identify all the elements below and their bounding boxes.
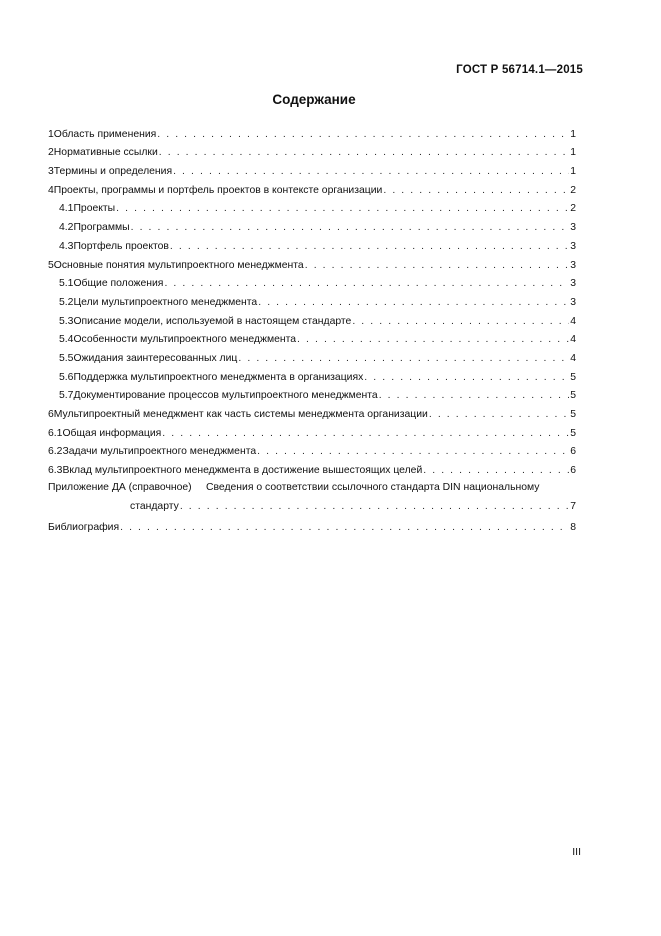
- toc-entry-title: Нормативные ссылки: [53, 147, 158, 159]
- toc-entry-number: 4.3: [59, 240, 74, 252]
- toc-entry-number: 5.7: [59, 390, 74, 402]
- toc-dot-leader: [383, 184, 569, 197]
- toc-entry[interactable]: [48, 141, 576, 160]
- toc-entry-title: Ожидания заинтересованных лиц: [73, 352, 238, 364]
- toc-entry-number: 4: [48, 184, 54, 196]
- appendix-label: Приложение ДА (справочное): [48, 482, 192, 494]
- toc-entry-page: 1: [570, 166, 576, 178]
- toc-entry-title: Портфель проектов: [73, 240, 169, 252]
- toc-entry-page: 6: [570, 446, 576, 458]
- toc-entry[interactable]: [48, 365, 576, 384]
- toc-entry-page: 6: [570, 465, 576, 477]
- toc-dot-leader: [164, 277, 569, 290]
- toc-entry-page: 4: [570, 315, 576, 327]
- toc-entry-title: Проекты: [73, 203, 116, 215]
- toc-entry[interactable]: [48, 122, 576, 141]
- toc-entry-number: 5.3: [59, 315, 74, 327]
- toc-entry[interactable]: [48, 290, 576, 309]
- toc-entry[interactable]: [48, 159, 576, 178]
- toc-entry[interactable]: [48, 328, 576, 347]
- toc-entry-title: Проекты, программы и портфель проектов в контексте организации: [53, 184, 383, 196]
- toc-entry[interactable]: [48, 458, 576, 477]
- toc-entry-number: 5.1: [59, 278, 74, 290]
- bibliography-page: 8: [570, 521, 576, 533]
- toc-entry-title: Основные понятия мультипроектного менеджмента: [53, 259, 304, 271]
- toc-dot-leader: [157, 128, 569, 141]
- toc-entry-title: Мультипроектный менеджмент как часть системы менеджмента организации: [53, 409, 428, 420]
- toc-entry-number: 5.2: [59, 296, 74, 308]
- appendix-title-line1: Сведения о соответствии ссылочного стандарта DIN национальному: [206, 482, 540, 494]
- toc-entry-page: 5: [570, 390, 576, 402]
- toc-entry-number: 6.1: [48, 427, 63, 439]
- page-number: III: [572, 846, 581, 858]
- toc-dot-leader: [364, 371, 569, 384]
- toc-entry-page: 3: [570, 259, 576, 271]
- toc-dot-leader: [173, 165, 569, 178]
- toc-dot-leader: [162, 427, 569, 440]
- toc-dot-leader: [305, 259, 570, 272]
- toc-entry-page: 5: [570, 427, 576, 439]
- toc-entry-number: 5: [48, 259, 54, 271]
- toc-entry-title: Документирование процессов мультипроектного менеджмента: [73, 390, 378, 402]
- toc-entry-page: 1: [570, 147, 576, 159]
- toc-entry[interactable]: [48, 402, 576, 421]
- toc-entry-number: 5.6: [59, 371, 74, 383]
- toc-dot-leader: [429, 408, 569, 421]
- toc-dot-leader: [116, 202, 569, 215]
- toc-entry-page: 3: [570, 278, 576, 290]
- toc-entry[interactable]: [48, 197, 576, 216]
- appendix-title-line2: стандарту: [130, 501, 179, 513]
- toc-entry-page: 4: [570, 334, 576, 346]
- toc-entry-number: 6: [48, 409, 54, 420]
- toc-entry-number: 5.5: [59, 352, 74, 364]
- toc-entry[interactable]: [48, 440, 576, 459]
- toc-entry-title: Вклад мультипроектного менеджмента в достижение вышестоящих целей: [62, 465, 423, 477]
- toc-dot-leader: [352, 315, 569, 328]
- toc-entry-title: Общие положения: [73, 278, 164, 290]
- toc-entry-title: Описание модели, используемой в настоящем стандарте: [73, 315, 352, 327]
- toc-dot-leader: [423, 464, 569, 477]
- toc-entry-page: 3: [570, 222, 576, 234]
- toc-dot-leader: [170, 240, 569, 253]
- toc-dot-leader: [297, 333, 569, 346]
- toc-entry-page: 5: [570, 371, 576, 383]
- toc-entry[interactable]: [48, 178, 576, 197]
- toc-entry[interactable]: [48, 272, 576, 291]
- toc-entry-page: 3: [570, 296, 576, 308]
- toc-dot-leader: [379, 389, 570, 402]
- toc-entry-page: 4: [570, 352, 576, 364]
- toc-entry[interactable]: [48, 234, 576, 253]
- toc-bibliography-entry[interactable]: [48, 515, 576, 534]
- toc-entry-number: 3: [48, 166, 54, 178]
- toc-entry-title: Задачи мультипроектного менеджмента: [62, 446, 257, 458]
- toc-entry-page: 2: [570, 184, 576, 196]
- toc-appendix-entry[interactable]: [48, 481, 576, 513]
- bibliography-title: Библиография: [48, 521, 120, 533]
- toc-entry[interactable]: [48, 253, 576, 272]
- toc-dot-leader: [258, 296, 569, 309]
- toc-entry-number: 6.2: [48, 446, 63, 458]
- toc-entry-title: Область применения: [53, 128, 157, 140]
- toc-title: Содержание: [272, 92, 356, 107]
- toc-dot-leader: [238, 352, 569, 365]
- toc-entry-number: 2: [48, 147, 54, 159]
- document-code: ГОСТ Р 56714.1—2015: [456, 64, 583, 76]
- toc-entry[interactable]: [48, 309, 576, 328]
- toc-entry-page: 3: [570, 240, 576, 252]
- toc-dot-leader: [120, 521, 569, 534]
- toc-entry-page: 5: [570, 409, 576, 420]
- toc-entry-title: Поддержка мультипроектного менеджмента в организациях: [73, 371, 364, 383]
- toc-entry-number: 4.1: [59, 203, 74, 215]
- appendix-page: 7: [570, 501, 576, 513]
- toc-entry-number: 1: [48, 128, 54, 140]
- toc-entry-title: Особенности мультипроектного менеджмента: [73, 334, 297, 346]
- toc-entry[interactable]: [48, 421, 576, 440]
- table-of-contents: [48, 122, 576, 534]
- toc-dot-leader: [159, 146, 569, 159]
- toc-entry-page: 2: [570, 203, 576, 215]
- toc-entry-title: Общая информация: [62, 427, 162, 439]
- toc-entry-title: Программы: [73, 222, 130, 234]
- toc-dot-leader: [131, 221, 570, 234]
- toc-entry-title: Термины и определения: [53, 166, 173, 178]
- toc-entry[interactable]: [48, 384, 576, 403]
- toc-entry-number: 5.4: [59, 334, 74, 346]
- toc-entry-number: 4.2: [59, 222, 74, 234]
- toc-entry-title: Цели мультипроектного менеджмента: [73, 296, 258, 308]
- toc-entry[interactable]: [48, 346, 576, 365]
- toc-entry-number: 6.3: [48, 465, 63, 477]
- toc-entry[interactable]: [48, 215, 576, 234]
- toc-dot-leader: [257, 445, 569, 458]
- toc-dot-leader: [180, 500, 569, 513]
- toc-entry-page: 1: [570, 128, 576, 140]
